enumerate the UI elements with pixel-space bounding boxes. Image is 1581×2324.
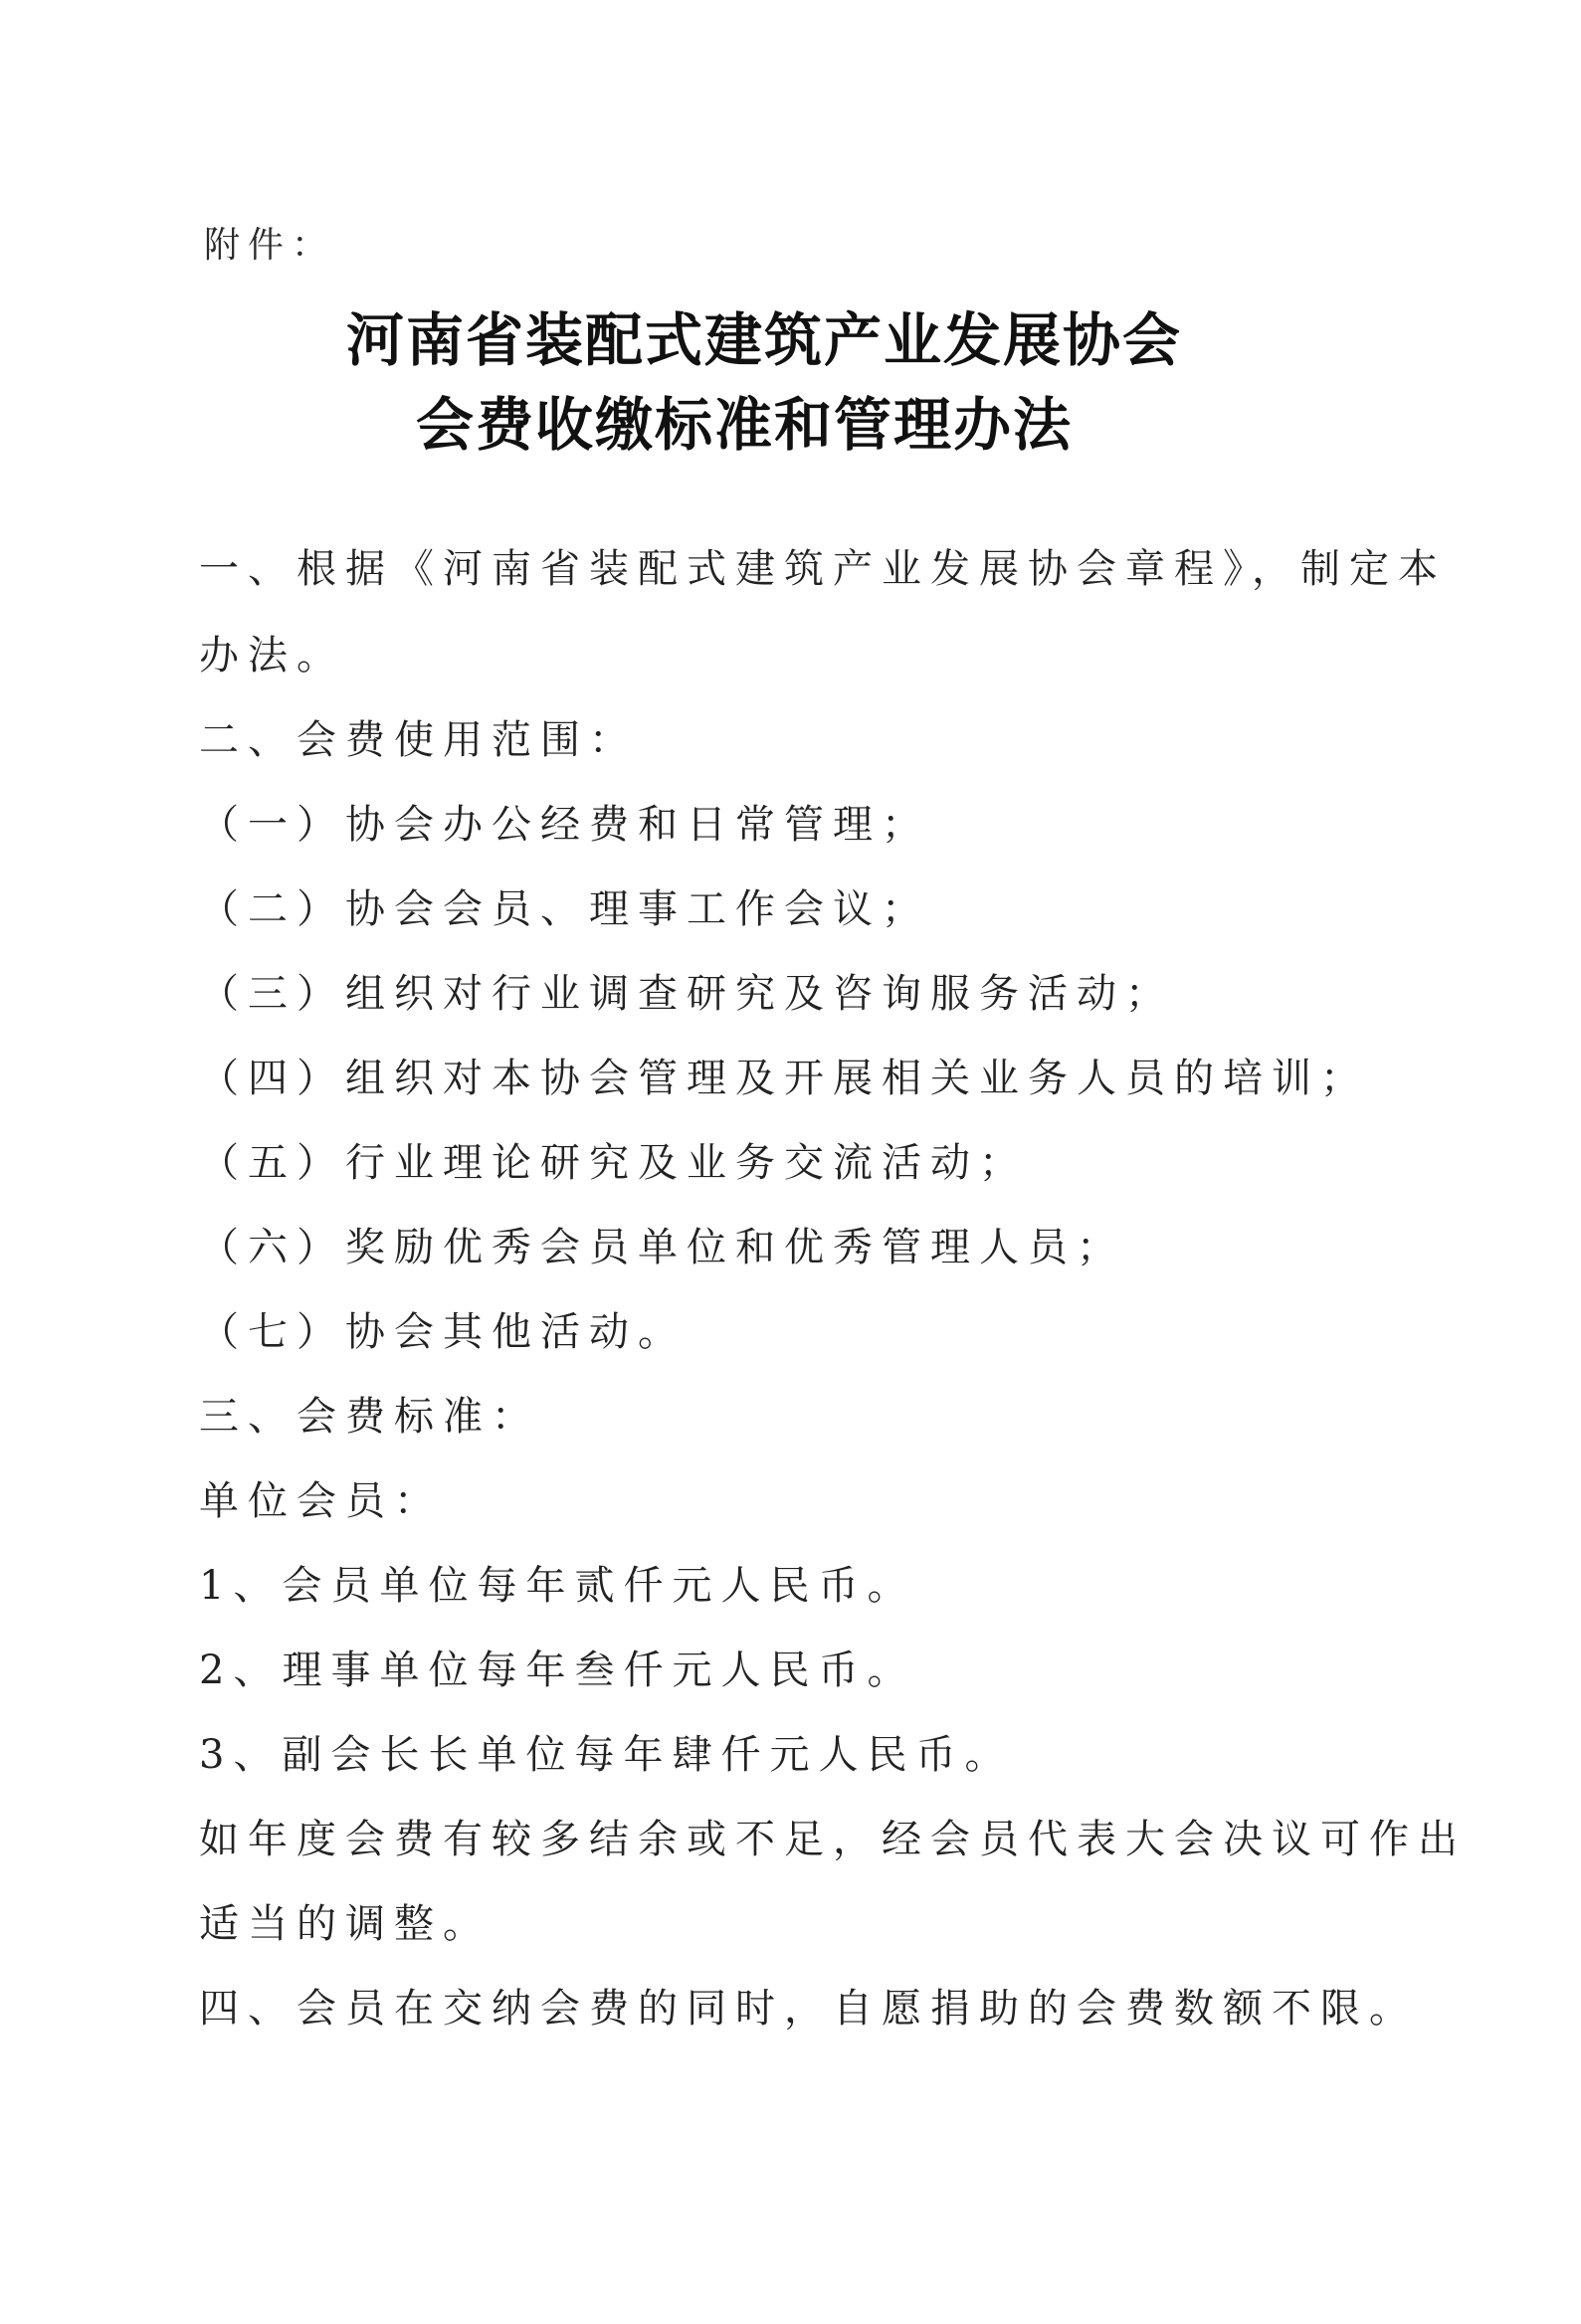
body-line: （五）行业理论研究及业务交流活动；: [199, 1140, 1028, 1186]
body-line: 单位会员：: [199, 1478, 443, 1524]
document-title-line-2: 会费收缴标准和管理办法: [416, 391, 1074, 459]
body-line: 3、副会长长单位每年肆仟元人民币。: [199, 1732, 1014, 1778]
body-line: （一）协会办公经费和日常管理；: [199, 802, 930, 848]
body-line: 2、理事单位每年叁仟元人民币。: [199, 1647, 916, 1693]
body-line: 三、会费标准：: [199, 1394, 540, 1440]
body-line: 1、会员单位每年贰仟元人民币。: [199, 1563, 916, 1609]
attachment-label: 附件：: [204, 225, 336, 266]
body-line: 如年度会费有较多结余或不足，经会员代表大会决议可作出: [199, 1817, 1467, 1862]
document-title-line-1: 河南省装配式建筑产业发展协会: [346, 306, 1183, 374]
body-line: （七）协会其他活动。: [199, 1309, 687, 1355]
body-line: 一、根据《河南省装配式建筑产业发展协会章程》，制定本: [199, 546, 1447, 592]
body-line: （三）组织对行业调查研究及咨询服务活动；: [199, 971, 1174, 1017]
body-line: （六）奖励优秀会员单位和优秀管理人员；: [199, 1225, 1125, 1270]
body-line: （二）协会会员、理事工作会议；: [199, 886, 930, 932]
body-line: 适当的调整。: [199, 1901, 492, 1947]
body-line: 四、会员在交纳会费的同时，自愿捐助的会费数额不限。: [199, 1986, 1418, 2032]
body-line: （四）组织对本协会管理及开展相关业务人员的培训；: [199, 1056, 1369, 1101]
body-line: 二、会费使用范围：: [199, 717, 638, 763]
body-line: 办法。: [199, 633, 345, 678]
